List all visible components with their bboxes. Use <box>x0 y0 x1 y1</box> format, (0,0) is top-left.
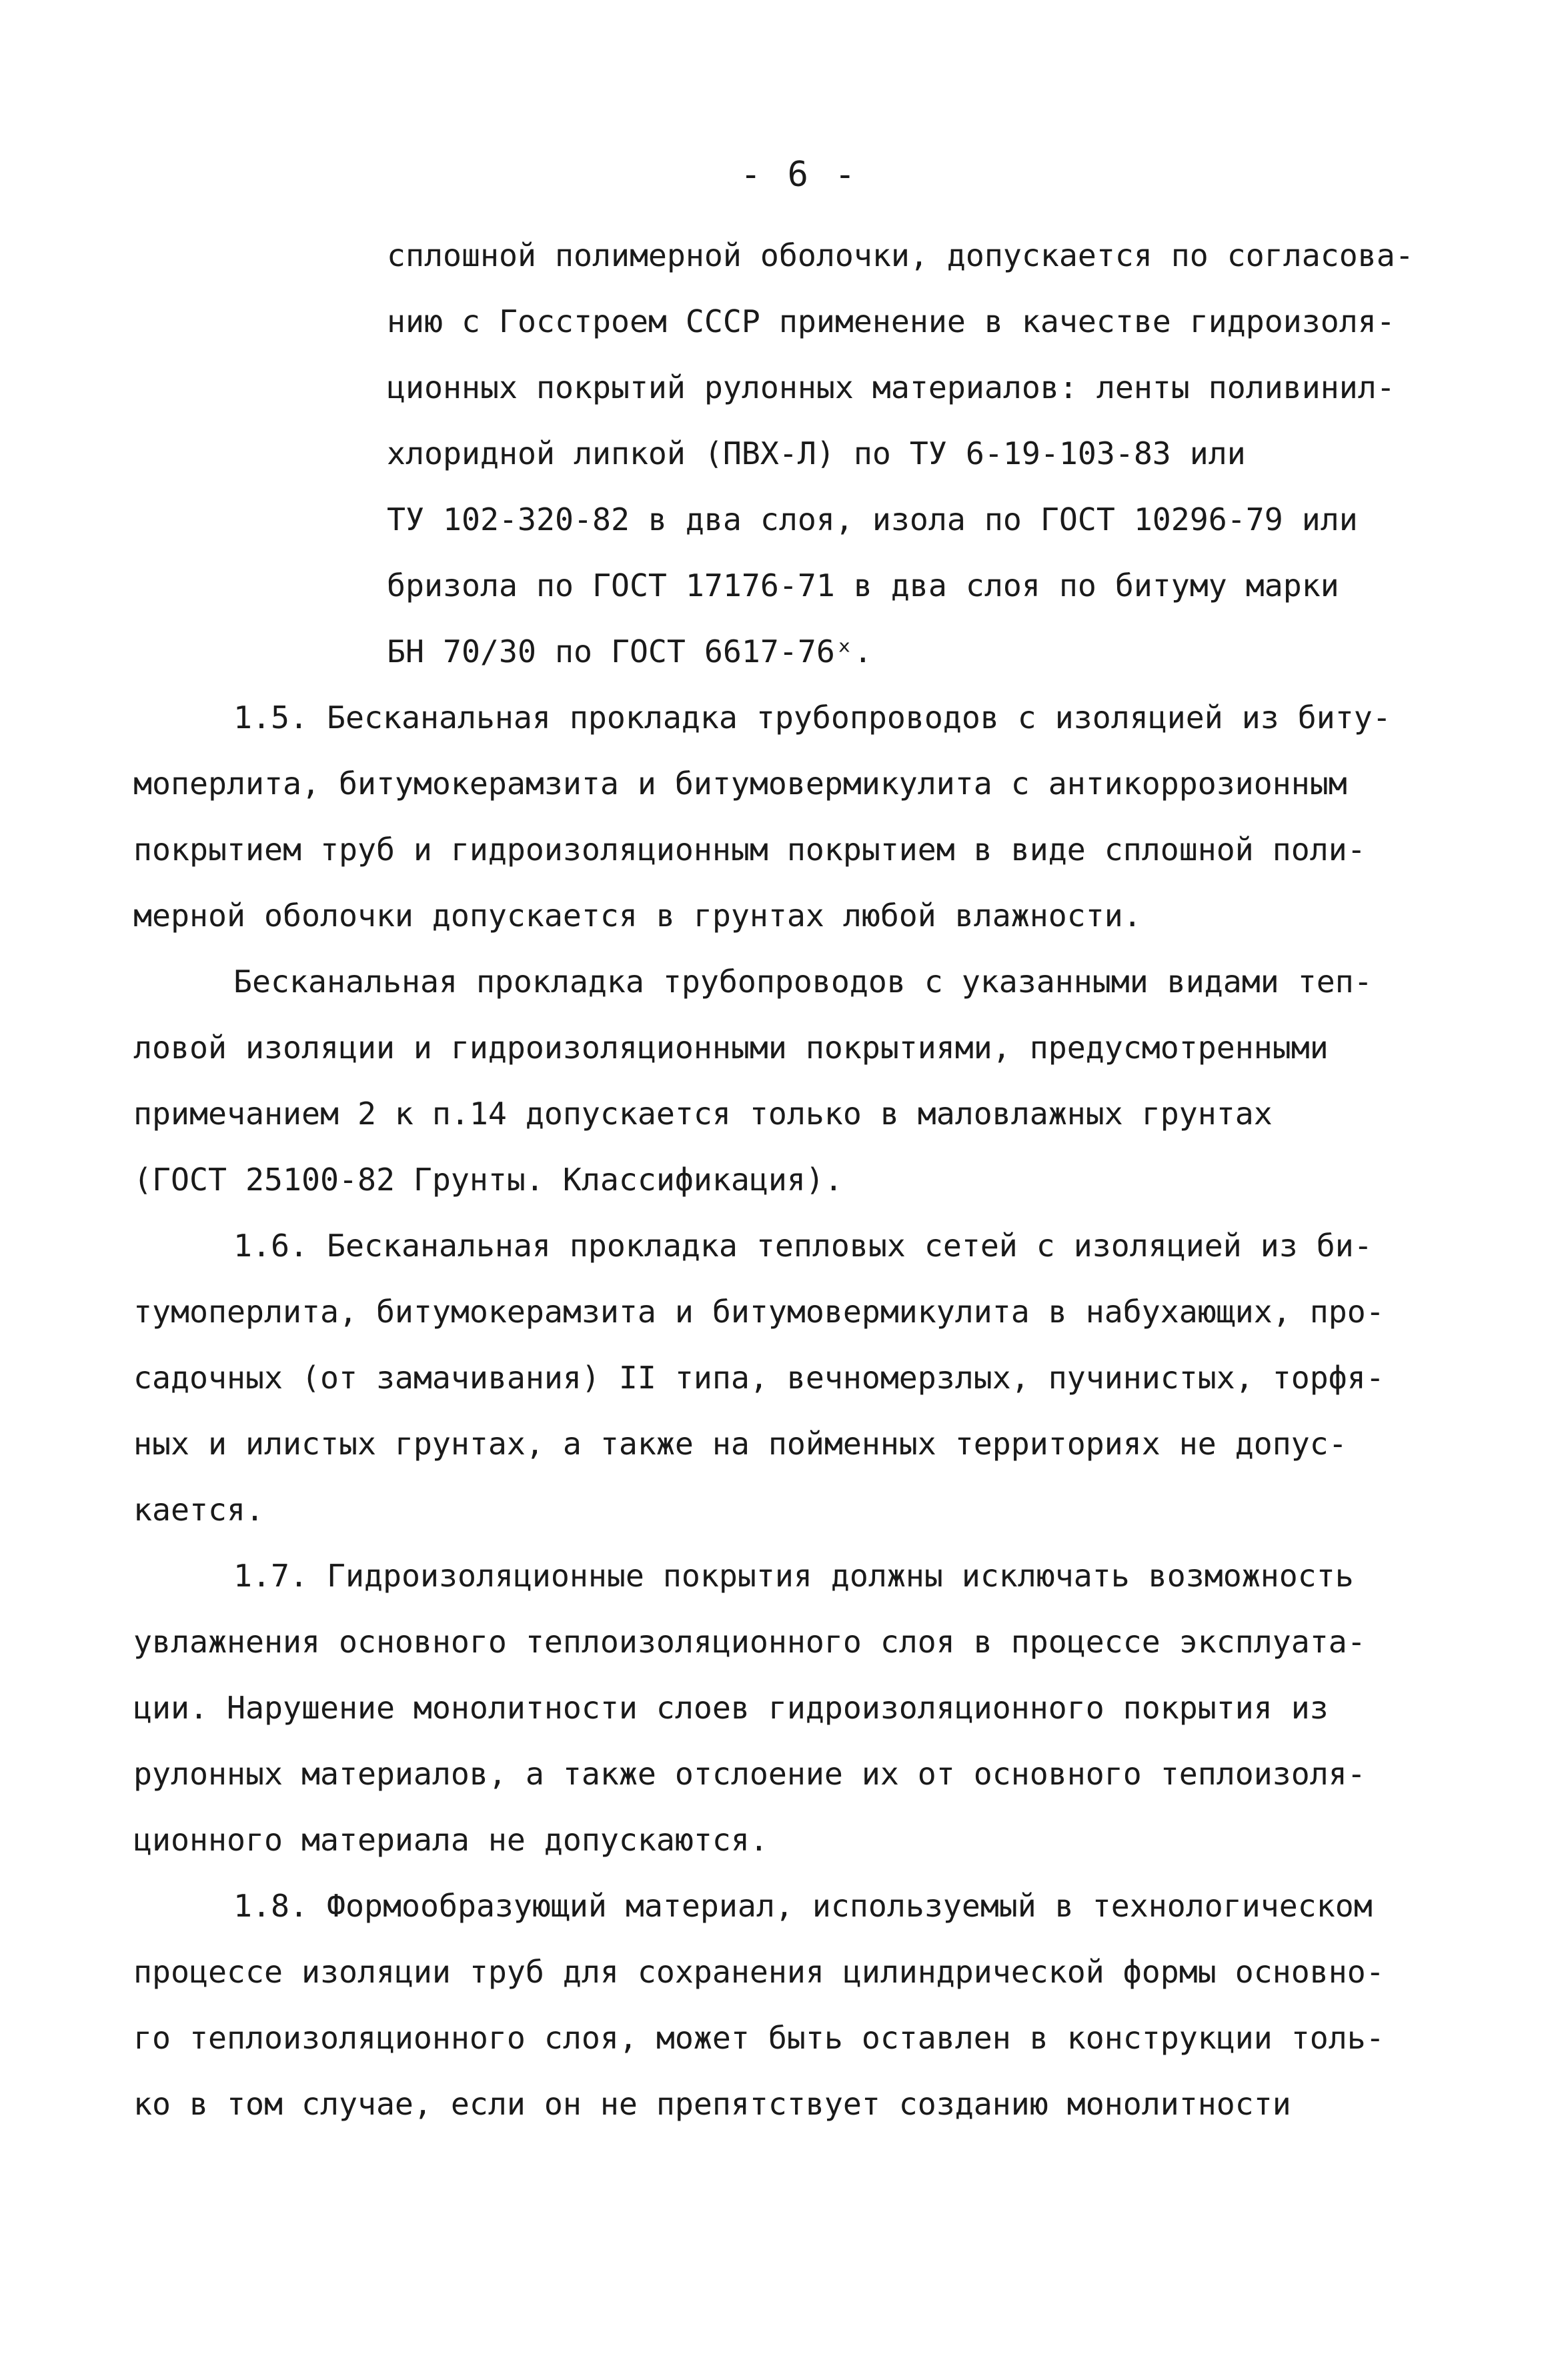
text-line: ционных покрытий рулонных материалов: ленты поливинил- <box>387 369 1395 405</box>
text-line: ко в том случае, если он не препятствует созданию монолитности <box>133 2086 1291 2122</box>
text-line: мерной оболочки допускается в грунтах любой влажности. <box>133 898 1142 934</box>
text-line: ТУ 102-320-82 в два слоя, изола по ГОСТ 10296-79 или <box>387 501 1358 537</box>
text-line: нию с Госстроем СССР применение в качестве гидроизоля- <box>387 303 1395 339</box>
text-line: го теплоизоляционного слоя, может быть оставлен в конструкции толь- <box>133 2020 1385 2056</box>
text-line: сплошной полимерной оболочки, допускается по согласова- <box>387 237 1414 273</box>
text-line: ционного материала не допускаются. <box>133 1822 768 1858</box>
page-number: - 6 - <box>740 155 858 195</box>
text-line: ловой изоляции и гидроизоляционными покрытиями, предусмотренными <box>133 1030 1329 1066</box>
text-line: ции. Нарушение монолитности слоев гидроизоляционного покрытия из <box>133 1690 1329 1726</box>
text-line: покрытием труб и гидроизоляционным покрытием в виде сплошной поли- <box>133 832 1366 868</box>
text-line: БН 70/30 по ГОСТ 6617-76ˣ. <box>387 634 872 670</box>
text-line: хлоридной липкой (ПВХ-Л) по ТУ 6-19-103-83 или <box>387 435 1246 471</box>
body-text <box>133 223 1494 2137</box>
text-line: (ГОСТ 25100-82 Грунты. Классификация). <box>133 1162 843 1198</box>
text-line: моперлита, битумокерамзита и битумовермикулита с антикоррозионным <box>133 766 1347 802</box>
text-line: бризола по ГОСТ 17176-71 в два слоя по битуму марки <box>387 567 1339 604</box>
paragraph-1-6-first-line: 1.6. Бесканальная прокладка тепловых сетей с изоляцией из би- <box>233 1228 1373 1264</box>
paragraph-1-8-first-line: 1.8. Формообразующий материал, используемый в технологическом <box>233 1888 1373 1924</box>
paragraph-first-line: Бесканальная прокладка трубопроводов с указанными видами теп- <box>233 964 1373 1000</box>
text-line: увлажнения основного теплоизоляционного слоя в процессе эксплуата- <box>133 1624 1366 1660</box>
paragraph-1-7-first-line: 1.7. Гидроизоляционные покрытия должны исключать возможность <box>233 1558 1354 1594</box>
text-line: рулонных материалов, а также отслоение их от основного теплоизоля- <box>133 1756 1366 1792</box>
text-line: садочных (от замачивания) II типа, вечномерзлых, пучинистых, торфя- <box>133 1360 1385 1396</box>
text-line: кается. <box>133 1492 264 1528</box>
text-line: тумоперлита, битумокерамзита и битумовермикулита в набухающих, про- <box>133 1294 1385 1330</box>
text-line: ных и илистых грунтах, а также на пойменных территориях не допус- <box>133 1426 1347 1462</box>
text-line: процессе изоляции труб для сохранения цилиндрической формы основно- <box>133 1954 1385 1990</box>
paragraph-1-5-first-line: 1.5. Бесканальная прокладка трубопроводов с изоляцией из биту- <box>233 700 1391 736</box>
text-line: примечанием 2 к п.14 допускается только в маловлажных грунтах <box>133 1096 1273 1132</box>
